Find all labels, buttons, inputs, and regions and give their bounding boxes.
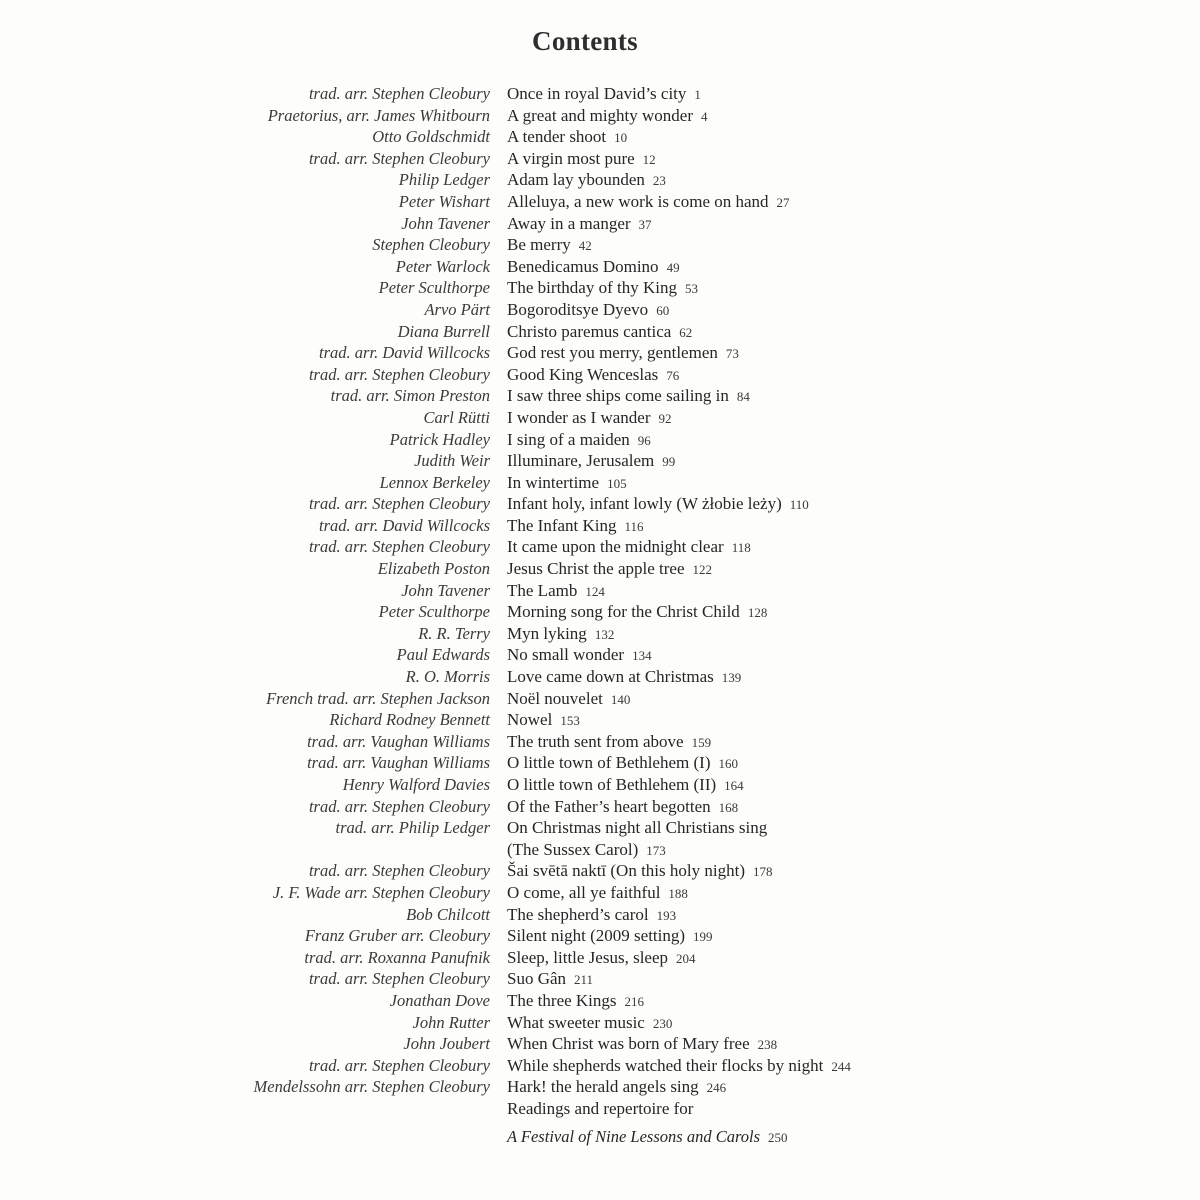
toc-entry-title: I saw three ships come sailing in [507, 386, 729, 406]
toc-entry-title: Sleep, little Jesus, sleep [507, 947, 669, 967]
toc-entry-page-number: 99 [662, 454, 676, 470]
toc-entry-title: Infant holy, infant lowly (W żłobie leży) [507, 494, 782, 514]
toc-entry-page-number: 23 [652, 173, 666, 189]
toc-entry-composer: Peter Wishart [398, 191, 490, 211]
readings-line-1: Readings and repertoire for [507, 1098, 694, 1118]
toc-entry-page-number: 159 [691, 734, 712, 750]
toc-entry[interactable] [0, 688, 1200, 710]
toc-entry[interactable] [0, 990, 1200, 1012]
readings-line-2-text: A Festival of Nine Lessons and Carols [507, 1126, 761, 1146]
toc-entry-title: Hark! the herald angels sing [507, 1077, 699, 1097]
toc-entry-title-cell [507, 191, 1167, 213]
toc-entry-composer: Henry Walford Davies [342, 775, 490, 794]
toc-entry[interactable] [0, 623, 1200, 645]
toc-entry-composer: John Tavener [401, 213, 490, 233]
toc-entry-composer-empty [0, 1098, 507, 1141]
toc-entry-page-number: 53 [684, 281, 698, 297]
toc-entry[interactable] [0, 191, 1200, 213]
toc-entry-composer: trad. arr. Stephen Cleobury [308, 494, 490, 514]
toc-entry-page-number: 62 [679, 324, 693, 340]
toc-entry[interactable] [0, 796, 1200, 818]
readings-line-2 [507, 1120, 1167, 1149]
toc-entry-title: Šai svētā naktī (On this holy night) [507, 861, 745, 881]
toc-entry[interactable] [0, 947, 1200, 969]
toc-entry-composer: trad. arr. Stephen Cleobury [308, 148, 490, 168]
toc-entry-page-number: 128 [747, 605, 768, 621]
toc-entry-title: A tender shoot [507, 127, 607, 147]
toc-entry-title: Silent night (2009 setting) [507, 926, 686, 946]
toc-entry-title [507, 1098, 1167, 1146]
toc-entry-page-number: 10 [614, 130, 628, 146]
toc-entry-page-number: 73 [725, 346, 739, 362]
toc-entry-page-number: 211 [574, 972, 594, 988]
toc-entry-page-number: 49 [666, 259, 680, 275]
toc-entry-title-cell [507, 536, 1167, 558]
toc-entry-composer: trad. arr. Stephen Cleobury [308, 796, 490, 816]
toc-entry-title: God rest you merry, gentlemen [507, 343, 718, 363]
toc-entry[interactable] [0, 968, 1200, 990]
toc-entry-title: Once in royal David’s city [507, 84, 687, 103]
toc-entry-title-cell [507, 709, 1167, 731]
toc-entry-page-number: 37 [638, 216, 652, 232]
toc-entry-title-cell [507, 601, 1167, 623]
toc-entry-title-line-2-text: (The Sussex Carol) [507, 839, 639, 859]
table-of-contents [0, 83, 1200, 1146]
toc-entry-page-number: 178 [752, 864, 773, 880]
toc-entry-page-number: 216 [624, 993, 645, 1009]
toc-entry[interactable] [0, 731, 1200, 753]
toc-entry-composer: Mendelssohn arr. Stephen Cleobury [253, 1077, 490, 1097]
toc-entry-title [507, 817, 1167, 860]
toc-entry-page-number: 76 [666, 367, 680, 383]
toc-entry-title-cell [507, 256, 1167, 278]
toc-entry[interactable] [0, 904, 1200, 926]
toc-entry[interactable] [0, 299, 1200, 321]
toc-entry-title-cell [507, 429, 1167, 451]
toc-entry-title: No small wonder [507, 645, 625, 665]
toc-entry-title-line-1: On Christmas night all Christians sing [507, 818, 768, 838]
toc-entry-title-cell [507, 364, 1167, 386]
toc-entry-title-cell [507, 493, 1167, 515]
toc-entry-title-cell [507, 407, 1167, 429]
toc-entry-composer: John Rutter [412, 1012, 490, 1032]
toc-entry-composer: Paul Edwards [396, 645, 490, 665]
toc-entry-composer: R. R. Terry [418, 623, 490, 643]
toc-entry-title-cell [507, 1033, 1167, 1055]
toc-entry-title-cell [507, 299, 1167, 321]
toc-entry-page-number: 118 [731, 540, 751, 556]
toc-entry-composer: Judith Weir [414, 451, 490, 471]
toc-entry-composer: trad. arr. Stephen Cleobury [308, 969, 490, 989]
toc-entry-title-cell [507, 277, 1167, 299]
toc-entry-title-cell [507, 1055, 1167, 1077]
toc-entry-composer: Patrick Hadley [389, 429, 490, 449]
toc-entry-composer: Bob Chilcott [406, 904, 490, 924]
toc-entry-title-cell [507, 385, 1167, 407]
toc-entry-page-number: 160 [718, 756, 738, 772]
toc-entry[interactable] [0, 83, 1200, 105]
toc-entry[interactable] [0, 752, 1200, 774]
toc-entry-page-number: 164 [724, 778, 744, 793]
toc-entry-composer: trad. arr. Stephen Cleobury [308, 84, 490, 103]
toc-entry-title: It came upon the midnight clear [507, 537, 724, 557]
toc-entry[interactable] [0, 105, 1200, 127]
toc-entry-composer: R. O. Morris [405, 667, 490, 687]
toc-entry-page-number: 12 [642, 151, 656, 167]
toc-entry-page-number: 230 [652, 1015, 673, 1031]
toc-entry-page-number: 139 [721, 670, 742, 686]
toc-entry-title-cell [507, 105, 1167, 127]
toc-entry-title: The Infant King [507, 515, 617, 535]
toc-entry-title-cell [507, 774, 1167, 796]
toc-entry-page-number: 105 [607, 475, 627, 491]
toc-entry[interactable] [0, 644, 1200, 666]
toc-entry-title: Of the Father’s heart begotten [507, 796, 711, 816]
toc-entry[interactable] [0, 256, 1200, 278]
toc-entry-title-cell [507, 623, 1167, 645]
toc-entries-group-1 [0, 83, 1200, 817]
toc-entry-composer: Lennox Berkeley [379, 472, 490, 492]
toc-entry-composer: trad. arr. Philip Ledger [335, 818, 490, 838]
toc-entry-composer: trad. arr. Stephen Cleobury [308, 364, 490, 384]
page-title: Contents [532, 26, 638, 56]
toc-entry-composer: trad. arr. Stephen Cleobury [308, 861, 490, 881]
toc-entry[interactable] [0, 774, 1200, 796]
toc-entry-title: Adam lay ybounden [507, 170, 645, 190]
toc-entry-title-cell [507, 882, 1167, 904]
toc-entry-page-number: 27 [776, 194, 790, 210]
toc-entry-title-cell [507, 83, 1167, 105]
toc-entry[interactable] [0, 1012, 1200, 1034]
toc-entry-page-number: 250 [768, 1129, 788, 1145]
toc-entry-title: In wintertime [507, 472, 600, 492]
toc-entry[interactable] [0, 580, 1200, 602]
toc-entry-title-cell [507, 752, 1167, 774]
toc-entry-composer: Stephen Cleobury [372, 235, 490, 255]
toc-entry-title-cell [507, 169, 1167, 191]
toc-entry-title: Be merry [507, 235, 571, 255]
toc-entry-page-number: 96 [637, 432, 651, 448]
toc-entry-title-cell [507, 515, 1167, 537]
toc-entry-composer: Philip Ledger [398, 170, 490, 190]
toc-entry-title: Benedicamus Domino [507, 256, 659, 276]
toc-entry-title-cell [507, 644, 1167, 666]
toc-entry-composer: Peter Sculthorpe [378, 278, 490, 298]
toc-entry-title: I sing of a maiden [507, 429, 630, 449]
toc-entry-composer: trad. arr. David Willcocks [319, 515, 490, 535]
toc-entry-title: Illuminare, Jerusalem [507, 451, 655, 471]
toc-entry-page-number: 188 [668, 885, 688, 901]
toc-entry-title-cell [507, 1076, 1167, 1098]
toc-entry-page-number: 244 [831, 1058, 851, 1074]
toc-entry-page-number: 238 [757, 1037, 778, 1053]
toc-entry-page-number: 92 [658, 410, 672, 426]
toc-entry-title: Love came down at Christmas [507, 667, 714, 687]
toc-entry-composer: Arvo Pärt [424, 299, 490, 319]
toc-entry-composer: trad. arr. Simon Preston [330, 386, 490, 406]
toc-entry-title: Good King Wenceslas [507, 364, 659, 384]
toc-entry[interactable] [0, 666, 1200, 688]
toc-entry[interactable] [0, 709, 1200, 731]
toc-entry[interactable] [0, 1033, 1200, 1055]
toc-entry-title-cell [507, 472, 1167, 494]
toc-entry[interactable] [0, 234, 1200, 256]
toc-entry-page-number: 4 [701, 108, 708, 124]
toc-entry[interactable] [0, 277, 1200, 299]
toc-entry-title-cell [507, 321, 1167, 343]
toc-entry-title-cell [507, 234, 1167, 256]
toc-entry-composer: Jonathan Dove [389, 990, 490, 1010]
toc-entry-title: When Christ was born of Mary free [507, 1034, 750, 1054]
toc-entry-title-line-2 [507, 839, 1167, 862]
toc-entry-title: O little town of Bethlehem (I) [507, 753, 711, 773]
toc-entry-composer: trad. arr. Stephen Cleobury [308, 537, 490, 557]
toc-entry-title-cell [507, 925, 1167, 947]
toc-entry-title: O little town of Bethlehem (II) [507, 775, 717, 794]
toc-entry-title: Bogoroditsye Dyevo [507, 299, 649, 319]
toc-entry-composer: Diana Burrell [397, 321, 490, 341]
toc-entry-page-number: 84 [736, 389, 750, 405]
toc-entry-composer: Richard Rodney Bennett [329, 710, 490, 730]
toc-entry-page-number: 124 [585, 583, 605, 599]
toc-entry[interactable] [0, 601, 1200, 623]
toc-entry-title-cell [507, 904, 1167, 926]
toc-entry[interactable] [0, 536, 1200, 558]
toc-entry-page-number: 173 [646, 842, 666, 858]
toc-entry-title: Alleluya, a new work is come on hand [507, 191, 769, 211]
toc-entry-page-number: 1 [694, 87, 701, 102]
toc-entry-title-cell [507, 126, 1167, 148]
toc-entry-composer: trad. arr. Roxanna Panufnik [304, 947, 490, 967]
toc-entry[interactable] [0, 515, 1200, 537]
toc-entry-title-cell [507, 558, 1167, 580]
toc-entry[interactable] [0, 1055, 1200, 1077]
toc-entry-title-cell [507, 947, 1167, 969]
toc-entry-composer: Peter Sculthorpe [378, 602, 490, 622]
toc-entry-composer: Carl Rütti [423, 407, 490, 427]
toc-entry-page-number: 204 [676, 950, 696, 966]
toc-entry[interactable] [0, 1076, 1200, 1098]
toc-entry-title: Away in a manger [507, 213, 631, 233]
toc-entry-composer: trad. arr. Vaughan Williams [307, 731, 490, 751]
toc-entry-page-number: 246 [706, 1080, 727, 1096]
toc-entries-group-2 [0, 860, 1200, 1098]
toc-entry[interactable] [0, 882, 1200, 904]
toc-entry-page-number: 140 [610, 691, 631, 707]
toc-entry-title-cell [507, 213, 1167, 235]
toc-entry-title-cell [507, 580, 1167, 602]
toc-entry[interactable] [0, 148, 1200, 170]
toc-entry-title-cell [507, 688, 1167, 710]
toc-entry-title-cell [507, 148, 1167, 170]
toc-entry-composer: Elizabeth Poston [377, 559, 490, 579]
toc-entry[interactable] [0, 429, 1200, 451]
toc-entry-title-cell [507, 342, 1167, 364]
toc-entry-title: Noël nouvelet [507, 688, 603, 708]
toc-entry-title: While shepherds watched their flocks by night [507, 1055, 824, 1075]
toc-entry-title: The truth sent from above [507, 731, 684, 751]
toc-entry[interactable] [0, 342, 1200, 364]
toc-entry-composer: trad. arr. Stephen Cleobury [308, 1055, 490, 1075]
toc-entry-page-number: 122 [692, 562, 713, 578]
toc-entry-composer: Franz Gruber arr. Cleobury [304, 926, 490, 946]
toc-entry-page-number: 153 [560, 713, 580, 729]
toc-entry[interactable] [0, 493, 1200, 515]
toc-entry-title: The Lamb [507, 580, 578, 600]
toc-entry-title-cell [507, 860, 1167, 882]
toc-entry[interactable] [0, 364, 1200, 386]
toc-entry-title-cell [507, 990, 1167, 1012]
toc-entry-title-cell [507, 796, 1167, 818]
toc-entry-title-cell [507, 666, 1167, 688]
toc-entry-page-number: 199 [693, 929, 713, 945]
toc-entry-title: Jesus Christ the apple tree [507, 559, 685, 579]
toc-entry-title: The shepherd’s carol [507, 904, 649, 924]
toc-entry[interactable] [0, 558, 1200, 580]
toc-entry-title: I wonder as I wander [507, 407, 651, 427]
toc-entry-page-number: 116 [624, 518, 644, 534]
toc-entry[interactable] [0, 126, 1200, 148]
toc-entry-composer: trad. arr. Vaughan Williams [307, 753, 490, 773]
toc-entry-composer: Otto Goldschmidt [372, 127, 490, 147]
toc-entry[interactable] [0, 321, 1200, 343]
toc-entry-readings[interactable] [0, 1098, 1200, 1146]
toc-entry-title: Suo Gân [507, 969, 567, 989]
toc-entry-title-cell [507, 731, 1167, 753]
toc-entry-sussex-carol[interactable] [0, 817, 1200, 860]
toc-entry-title: Morning song for the Christ Child [507, 602, 740, 622]
toc-entry[interactable] [0, 385, 1200, 407]
toc-entry[interactable] [0, 472, 1200, 494]
toc-entry-page-number: 134 [632, 648, 652, 664]
toc-entry-title-cell [507, 968, 1167, 990]
toc-entry-title: O come, all ye faithful [507, 882, 661, 902]
toc-entry-page-number: 168 [718, 799, 739, 815]
toc-entry[interactable] [0, 860, 1200, 882]
toc-entry-composer: John Tavener [401, 580, 490, 600]
toc-entry-title: A virgin most pure [507, 148, 635, 168]
toc-entry-composer: French trad. arr. Stephen Jackson [266, 688, 490, 708]
toc-entry-title: A great and mighty wonder [507, 105, 694, 125]
toc-entry-composer: J. F. Wade arr. Stephen Cleobury [272, 882, 490, 902]
toc-entry-title: What sweeter music [507, 1012, 645, 1032]
toc-entry[interactable] [0, 169, 1200, 191]
toc-entry[interactable] [0, 450, 1200, 472]
toc-entry-composer: John Joubert [403, 1034, 490, 1054]
toc-entry-composer: Praetorius, arr. James Whitbourn [267, 105, 490, 125]
toc-entry-title: Myn lyking [507, 623, 587, 643]
toc-entry-page-number: 193 [656, 907, 677, 923]
toc-entry-title-cell [507, 450, 1167, 472]
toc-entry-page-number: 132 [594, 626, 615, 642]
toc-entry[interactable] [0, 213, 1200, 235]
toc-entry-composer: trad. arr. David Willcocks [319, 343, 490, 363]
toc-entry-page-number: 42 [578, 238, 592, 254]
toc-entry-title: Christo paremus cantica [507, 321, 672, 341]
toc-entry-title: The three Kings [507, 990, 617, 1010]
toc-entry-title-cell [507, 1012, 1167, 1034]
toc-entry[interactable] [0, 407, 1200, 429]
toc-entry-page-number: 60 [656, 302, 670, 318]
toc-entry[interactable] [0, 925, 1200, 947]
toc-entry-page-number: 110 [789, 497, 809, 513]
toc-entry-title: The birthday of thy King [507, 278, 677, 298]
toc-entry-composer: Peter Warlock [395, 256, 490, 276]
toc-entry-title: Nowel [507, 710, 553, 730]
